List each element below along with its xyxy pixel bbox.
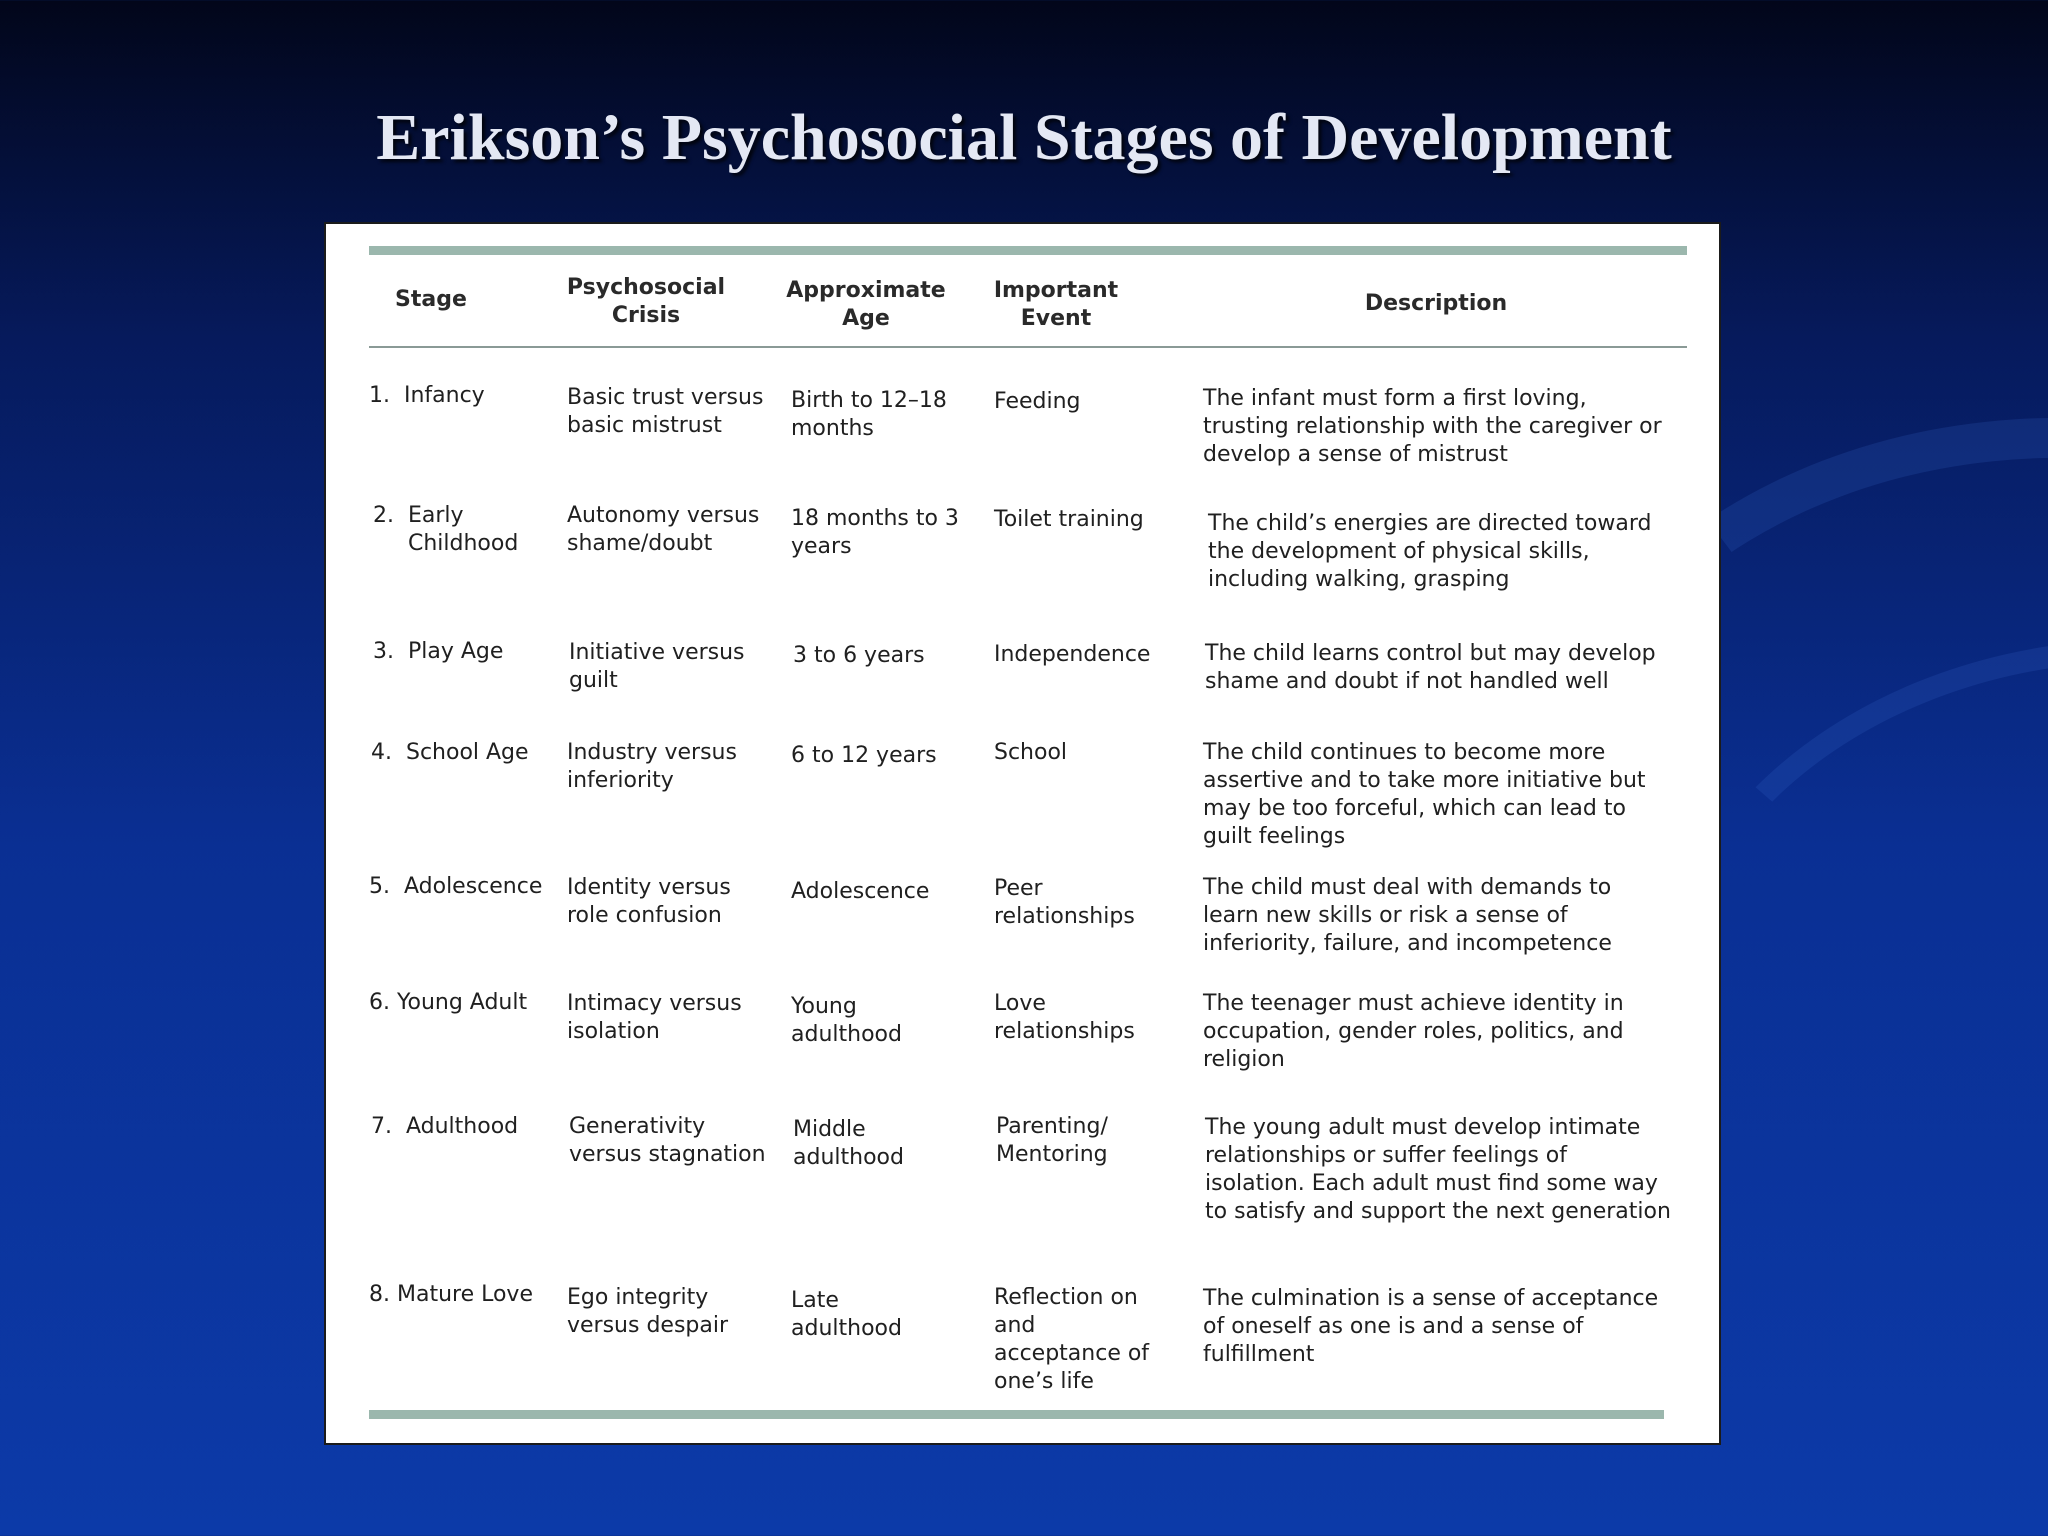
event-cell: Peer relationships bbox=[994, 876, 1135, 929]
description-cell: The child continues to become more assertive and to take more initiative but may be too forceful, which can lead to guilt feelings bbox=[1203, 740, 1646, 849]
header-description: Description bbox=[1364, 291, 1508, 316]
description-cell: The child learns control but may develop shame and doubt if not handled well bbox=[1205, 641, 1656, 694]
stage-cell: 4. School Age bbox=[371, 740, 529, 765]
event-cell: School bbox=[994, 740, 1068, 765]
stage-cell: 7. Adulthood bbox=[371, 1114, 519, 1139]
stage-cell: 5. Adolescence bbox=[369, 874, 543, 899]
age-cell: 6 to 12 years bbox=[791, 743, 937, 768]
age-cell: Adolescence bbox=[791, 879, 930, 904]
event-cell: Love relationships bbox=[994, 991, 1135, 1044]
event-cell: Toilet training bbox=[994, 507, 1144, 532]
crisis-cell: Basic trust versus basic mistrust bbox=[567, 385, 764, 438]
stage-cell: 8. Mature Love bbox=[369, 1282, 533, 1307]
crisis-cell: Intimacy versus isolation bbox=[567, 991, 742, 1044]
description-cell: The infant must form a first loving, trusting relationship with the caregiver or develop a sense of mistrust bbox=[1203, 386, 1662, 467]
top-rule bbox=[369, 246, 1687, 255]
stages-table bbox=[324, 222, 1721, 1445]
description-cell: The child must deal with demands to learn new skills or risk a sense of inferiority, failure, and incompetence bbox=[1203, 875, 1612, 956]
event-cell: Feeding bbox=[994, 389, 1081, 414]
age-cell: Young adulthood bbox=[791, 994, 902, 1047]
crisis-cell: Initiative versus guilt bbox=[569, 640, 745, 693]
age-cell: Middle adulthood bbox=[793, 1117, 904, 1170]
stage-cell: 1. Infancy bbox=[369, 383, 485, 408]
bottom-rule bbox=[369, 1410, 1664, 1419]
crisis-cell: Autonomy versus shame/doubt bbox=[567, 503, 760, 556]
age-cell: 3 to 6 years bbox=[793, 643, 925, 668]
description-cell: The teenager must achieve identity in occupation, gender roles, politics, and religion bbox=[1203, 991, 1624, 1072]
header-event: Important Event bbox=[993, 278, 1119, 331]
age-cell: 18 months to 3 years bbox=[791, 506, 959, 559]
stage-cell: 6. Young Adult bbox=[369, 990, 528, 1015]
description-cell: The young adult must develop intimate relationships or suffer feelings of isolation. Each adult must find some way to satisfy and support the next generation bbox=[1205, 1115, 1671, 1224]
age-cell: Late adulthood bbox=[791, 1288, 902, 1341]
stage-cell: 3. Play Age bbox=[373, 639, 504, 664]
crisis-cell: Generativity versus stagnation bbox=[569, 1114, 766, 1167]
header-rule bbox=[369, 346, 1687, 348]
age-cell: Birth to 12–18 months bbox=[791, 388, 947, 441]
header-stage: Stage bbox=[395, 287, 467, 312]
slide-title: Erikson’s Psychosocial Stages of Development bbox=[376, 101, 1672, 174]
description-cell: The child’s energies are directed toward the development of physical skills, including walking, grasping bbox=[1208, 511, 1652, 592]
event-cell: Independence bbox=[994, 642, 1151, 667]
crisis-cell: Ego integrity versus despair bbox=[567, 1285, 729, 1338]
event-cell: Reflection on and acceptance of one’s life bbox=[994, 1285, 1150, 1394]
crisis-cell: Identity versus role confusion bbox=[567, 875, 731, 928]
crisis-cell: Industry versus inferiority bbox=[567, 740, 737, 793]
header-age: Approximate Age bbox=[786, 278, 946, 331]
event-cell: Parenting/ Mentoring bbox=[996, 1114, 1108, 1167]
header-crisis: Psychosocial Crisis bbox=[566, 275, 726, 328]
description-cell: The culmination is a sense of acceptance of oneself as one is and a sense of fulfillment bbox=[1203, 1286, 1659, 1367]
stage-cell: 2. Early Childhood bbox=[373, 503, 519, 556]
